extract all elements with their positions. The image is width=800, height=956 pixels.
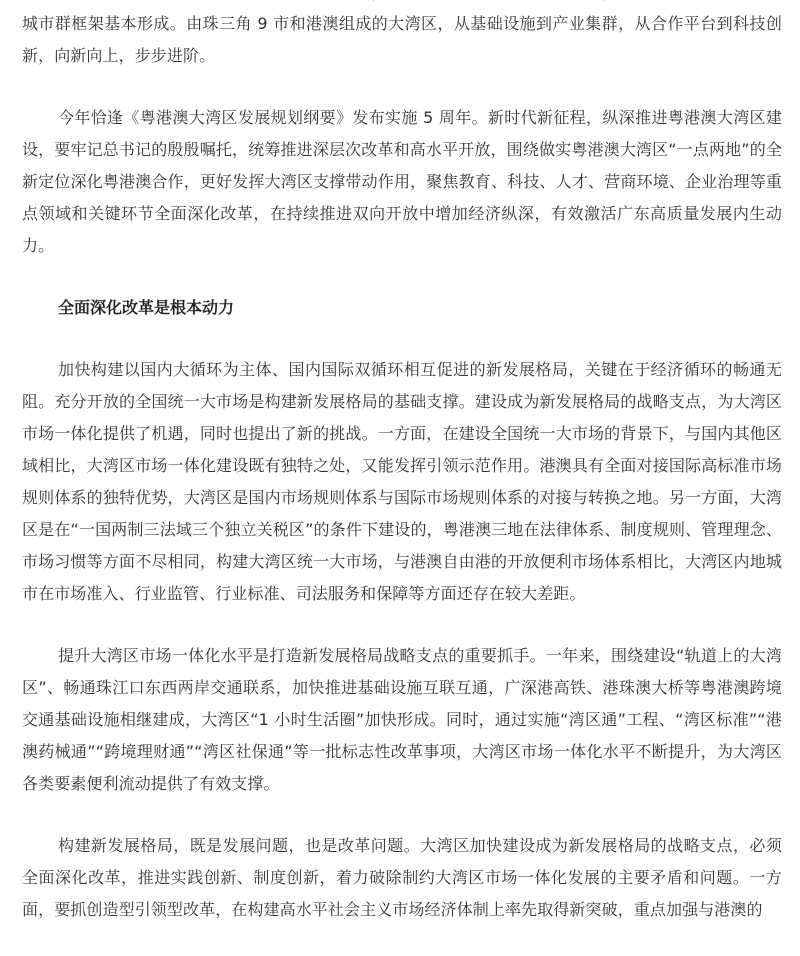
article-paragraph-anniversary: 今年恰逢《粤港澳大湾区发展规划纲要》发布实施 5 周年。新时代新征程，纵深推进粤港澳大湾区建设，要牢记总书记的殷殷嘱托，统筹推进深层次改革和高水平开放，围绕做实粤港澳大湾区“一点两地”的全新定位深化粤港澳合作，更好发挥大湾区支撑带动作用，聚焦教育、科技、人才、营商环境、企业治理等重点领域和关键环节全面深化改革，在持续推进双向开放中增加经济纵深，有效激活广东高质量发展内生动力。 <box>22 108 782 255</box>
article-paragraph-intro: 城市群框架基本形成。由珠三角 9 市和港澳组成的大湾区，从基础设施到产业集群，从合作平台到科技创新，向新向上，步步进阶。 <box>22 14 782 65</box>
section-heading: 全面深化改革是根本动力 <box>58 298 235 317</box>
article-body <box>22 0 782 956</box>
article-paragraph-integration: 提升大湾区市场一体化水平是打造新发展格局战略支点的重要抓手。一年来，围绕建设“轨道上的大湾区”、畅通珠江口东西两岸交通联系，加快推进基础设施互联互通，广深港高铁、港珠澳大桥等粤港澳跨境交通基础设施相继建成，大湾区“1 小时生活圈”加快形成。同时，通过实施“湾区通”工程、“湾区标准”“港澳药械通”“跨境理财通”“湾区社保通”等一批标志性改革事项，大湾区市场一体化水平不断提升，为大湾区各类要素便利流动提供了有效支撑。 <box>22 646 782 793</box>
article-paragraph-reform: 构建新发展格局，既是发展问题，也是改革问题。大湾区加快建设成为新发展格局的战略支点，必须全面深化改革，推进实践创新、制度创新，着力破除制约大湾区市场一体化发展的主要矛盾和问题。一方面，要抓创造型引领型改革，在构建高水平社会主义市场经济体制上率先取得新突破，重点加强与港澳的 <box>22 836 782 919</box>
article-paragraph-market: 加快构建以国内大循环为主体、国内国际双循环相互促进的新发展格局，关键在于经济循环的畅通无阻。充分开放的全国统一大市场是构建新发展格局的基础支撑。建设成为新发展格局的战略支点，为大湾区市场一体化提供了机遇，同时也提出了新的挑战。一方面，在建设全国统一大市场的背景下，与国内其他区域相比，大湾区市场一体化建设既有独特之处，又能发挥引领示范作用。港澳具有全面对接国际高标准市场规则体系的独特优势，大湾区是国内市场规则体系与国际市场规则体系的对接与转换之地。另一方面，大湾区是在“一国两制三法域三个独立关税区”的条件下建设的，粤港澳三地在法律体系、制度规则、管理理念、市场习惯等方面不尽相同，构建大湾区统一大市场，与港澳自由港的开放便利市场体系相比，大湾区内地城市在市场准入、行业监管、行业标准、司法服务和保障等方面还存在较大差距。 <box>22 360 782 603</box>
